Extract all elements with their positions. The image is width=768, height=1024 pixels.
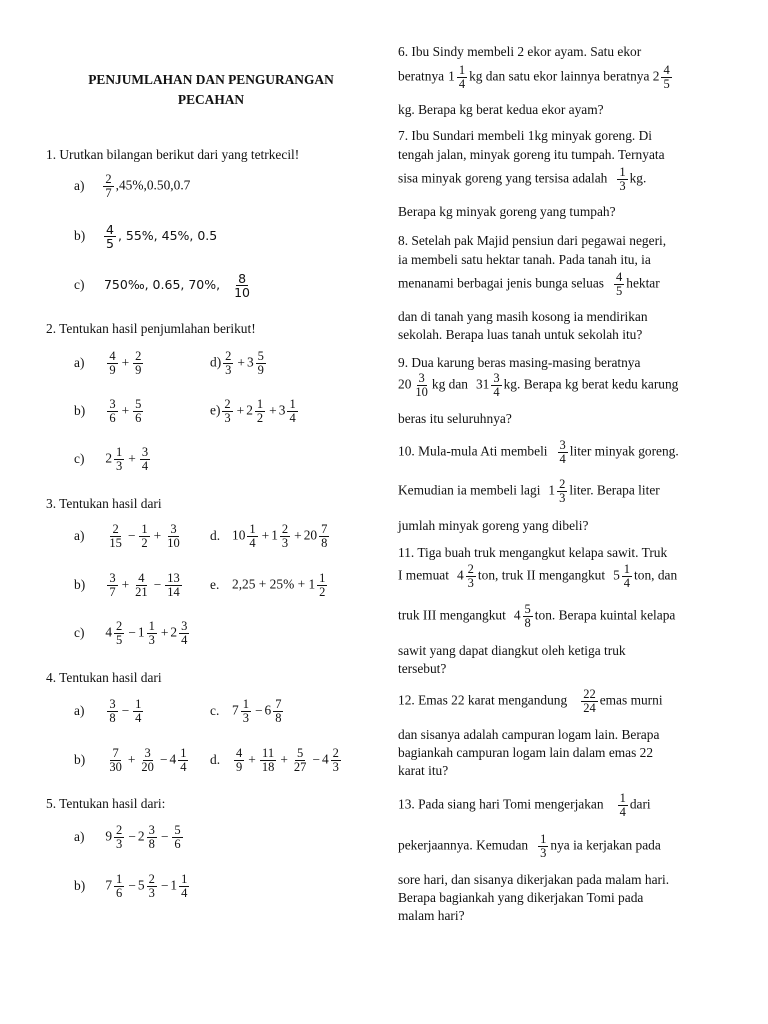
fraction xyxy=(133,572,150,599)
item-label: c) xyxy=(74,624,85,640)
item-label: c) xyxy=(74,450,85,466)
fraction xyxy=(331,747,341,774)
fraction xyxy=(317,572,327,599)
fraction xyxy=(661,64,671,91)
numerator: 7 xyxy=(321,522,328,536)
fraction xyxy=(133,350,143,377)
fraction xyxy=(614,271,624,298)
numerator: 1 xyxy=(458,63,466,77)
page-title-line2: PECAHAN xyxy=(177,92,245,107)
fraction xyxy=(107,572,117,599)
denominator: 8 xyxy=(275,711,282,726)
denominator: 3 xyxy=(559,491,566,506)
q2-item-c: c) 2 $\frac{1}{3}$ + $\frac{3}{4}$ xyxy=(74,445,149,474)
denominator: 7 xyxy=(105,186,112,201)
fraction xyxy=(140,446,150,473)
text: Kemudian ia membeli lagi xyxy=(398,482,541,498)
denominator: 9 xyxy=(236,760,243,775)
fraction xyxy=(222,398,232,425)
denominator: 8 xyxy=(148,837,155,852)
numerator: 2 xyxy=(332,746,339,760)
q3-item-a: a) $\frac{2}{15}$ − $\frac{1}{2}$ + $\frac{3}{10}$ xyxy=(74,522,180,551)
q10-line3: jumlah minyak goreng yang dibeli? xyxy=(398,518,589,533)
q1-c-values: 750‰, 0.65, 70%, xyxy=(103,277,221,293)
q8-line5: sekolah. Berapa luas tanah untuk sekolah itu? xyxy=(398,327,643,342)
denominator: 3 xyxy=(116,459,123,474)
fraction xyxy=(133,398,143,425)
numerator: 3 xyxy=(109,397,116,411)
q1-item-a xyxy=(74,173,190,200)
text: kg. Berapa kg berat kedu karung xyxy=(503,376,679,392)
q5-item-b: b) 7 $\frac{1}{6}$ − 5 $\frac{2}{3}$ − 1 $\frac{1}{4}$ xyxy=(74,872,188,901)
denominator: 4 xyxy=(181,886,188,901)
numerator: 3 xyxy=(109,571,116,585)
q13-line1 xyxy=(398,792,651,819)
fraction xyxy=(581,688,598,715)
fraction xyxy=(260,747,277,774)
denominator: 6 xyxy=(135,411,142,426)
numerator: 5 xyxy=(174,823,181,837)
text: nya ia kerjakan pada xyxy=(550,837,661,853)
fraction xyxy=(172,824,182,851)
q2-item-d: d) $\frac{2}{3}$ + 3 $\frac{5}{9}$ xyxy=(210,349,264,378)
q1-item-b xyxy=(74,223,217,250)
denominator: 5 xyxy=(616,284,623,299)
numerator: 2 xyxy=(148,872,155,886)
numerator: 7 xyxy=(112,746,119,760)
denominator: 2 xyxy=(319,585,326,600)
numerator: 2 xyxy=(281,522,289,536)
text: ton, dan xyxy=(634,567,678,583)
denominator: 2 xyxy=(141,536,148,551)
denominator: 24 xyxy=(583,701,596,716)
denominator: 3 xyxy=(148,886,155,901)
fraction xyxy=(107,747,124,774)
q8-line2: ia membeli satu hektar tanah. Pada tanah itu, ia xyxy=(398,252,651,267)
fraction xyxy=(273,698,283,725)
fraction xyxy=(147,824,157,851)
right-column xyxy=(398,0,738,1024)
q12-line1 xyxy=(398,688,663,715)
q9-line2: 20 $\frac{3}{10}$ kg dan 31 $\frac{3}{4}$ kg. Berapa kg berat kedu karung xyxy=(398,371,679,400)
denominator: 4 xyxy=(559,452,566,467)
q11-line4: sawit yang dapat diangkut oleh ketiga truk xyxy=(398,643,626,658)
numerator: 5 xyxy=(297,746,304,760)
fraction xyxy=(223,350,233,377)
numerator: 3 xyxy=(559,438,566,452)
numerator: 5 xyxy=(524,602,531,616)
fraction xyxy=(241,698,251,725)
fraction xyxy=(413,372,430,399)
numerator: 5 xyxy=(135,397,142,411)
numerator: 1 xyxy=(116,872,123,886)
numerator: 11 xyxy=(262,746,275,760)
fraction xyxy=(618,792,628,819)
denominator: 4 xyxy=(181,633,188,648)
numerator: 1 xyxy=(319,571,326,585)
fraction xyxy=(147,620,157,647)
numerator: 2 xyxy=(224,397,231,411)
item-label: a) xyxy=(74,828,85,844)
denominator: 3 xyxy=(116,837,123,852)
q3-item-b: b) $\frac{3}{7}$ + $\frac{4}{21}$ − $\frac{13}{14}$ xyxy=(74,571,180,600)
fraction xyxy=(114,446,124,473)
fraction xyxy=(247,523,257,550)
denominator: 4 xyxy=(623,576,631,591)
q4-item-a: a) $\frac{3}{8}$ − $\frac{1}{4}$ xyxy=(74,697,142,726)
left-column xyxy=(46,0,386,1024)
text: hektar xyxy=(626,275,660,291)
denominator: 5 xyxy=(663,77,670,92)
denominator: 8 xyxy=(321,536,328,551)
numerator: 1 xyxy=(289,397,296,411)
q2-item-e: e) $\frac{2}{3}$ + 2 $\frac{1}{2}$ + 3 $\frac{1}{4}$ xyxy=(210,397,296,426)
q12-line4: karat itu? xyxy=(398,763,449,778)
numerator: 2 xyxy=(116,823,123,837)
numerator: 1 xyxy=(619,165,626,179)
fraction xyxy=(234,747,244,774)
q7-line3 xyxy=(398,166,646,193)
text: beratnya xyxy=(398,68,445,84)
numerator: 1 xyxy=(180,746,187,760)
numerator: 4 xyxy=(138,571,145,585)
item-label: d. xyxy=(210,527,221,543)
fraction xyxy=(292,747,309,774)
denominator: 8 xyxy=(524,616,531,631)
numerator: 1 xyxy=(141,522,148,536)
fraction xyxy=(617,166,627,193)
numerator: 3 xyxy=(418,371,425,385)
q12-line2: dan sisanya adalah campuran logam lain. Berapa xyxy=(398,727,660,742)
fraction xyxy=(280,523,290,550)
q3-item-e xyxy=(210,572,329,599)
denominator: 15 xyxy=(109,536,122,551)
numerator: 1 xyxy=(619,791,626,805)
fraction xyxy=(255,398,265,425)
item-label: d) xyxy=(210,354,222,370)
q7-line2: tengah jalan, minyak goreng itu tumpah. Ternyata xyxy=(398,147,665,162)
q11-line2: I memuat 4 $\frac{2}{3}$ ton, truk II mengangkut 5 $\frac{1}{4}$ ton, dan xyxy=(398,562,678,591)
q6-line1: 6. Ibu Sindy membeli 2 ekor ayam. Satu ekor xyxy=(398,44,642,59)
text: I memuat xyxy=(398,567,449,583)
denominator: 4 xyxy=(289,411,296,426)
denominator: 5 xyxy=(116,633,123,648)
numerator: 3 xyxy=(109,697,116,711)
q8-line4: dan di tanah yang masih kosong ia mendirikan xyxy=(398,309,648,324)
text: emas murni xyxy=(599,692,663,708)
q6-line3: kg. Berapa kg berat kedua ekor ayam? xyxy=(398,102,604,117)
fraction xyxy=(179,620,189,647)
q8-line1: 8. Setelah pak Majid pensiun dari pegawai negeri, xyxy=(398,233,667,248)
item-label: a) xyxy=(74,354,85,370)
q2-item-b: b) $\frac{3}{6}$ + $\frac{5}{6}$ xyxy=(74,397,142,426)
denominator: 4 xyxy=(493,385,500,400)
numerator: 3 xyxy=(181,619,188,633)
numerator: 2 xyxy=(225,349,232,363)
numerator: 1 xyxy=(135,697,142,711)
numerator: 1 xyxy=(623,562,631,576)
denominator: 10 xyxy=(415,385,428,400)
denominator: 9 xyxy=(135,363,142,378)
item-label: b) xyxy=(74,402,86,418)
fraction xyxy=(538,833,548,860)
denominator: 9 xyxy=(257,363,264,378)
denominator: 9 xyxy=(109,363,116,378)
text: ton, truk II mengangkut xyxy=(477,567,606,583)
denominator: 4 xyxy=(249,536,256,551)
fraction xyxy=(165,523,182,550)
denominator: 5 xyxy=(105,236,114,252)
denominator: 6 xyxy=(174,837,181,852)
numerator: 1 xyxy=(116,445,123,459)
item-label: e) xyxy=(210,402,221,418)
numerator: 4 xyxy=(236,746,243,760)
text: pekerjaannya. Kemudan xyxy=(398,837,529,853)
numerator: 13 xyxy=(167,571,180,585)
fraction xyxy=(114,824,124,851)
fraction xyxy=(319,523,329,550)
denominator: 6 xyxy=(109,411,116,426)
numerator: 8 xyxy=(238,271,247,286)
fraction xyxy=(557,478,567,505)
q12-line3: bagiankah campuran logam lain dalam emas 22 xyxy=(398,745,654,760)
denominator: 7 xyxy=(109,585,116,600)
q7-line4: Berapa kg minyak goreng yang tumpah? xyxy=(398,204,616,219)
denominator: 30 xyxy=(109,760,122,775)
q7-line1: 7. Ibu Sundari membeli 1kg minyak goreng. Di xyxy=(398,128,653,143)
item-label: e. xyxy=(210,576,220,592)
denominator: 20 xyxy=(141,760,154,775)
numerator: 1 xyxy=(148,619,155,633)
denominator: 3 xyxy=(242,711,249,726)
question-5-prompt: 5. Tentukan hasil dari: xyxy=(46,796,166,811)
item-label: b) xyxy=(74,751,86,767)
denominator: 10 xyxy=(234,285,250,301)
question-1-prompt: 1. Urutkan bilangan berikut dari yang tetrkecil! xyxy=(46,147,300,162)
fraction xyxy=(256,350,266,377)
q3-e-expression: 2,25 + 25% + 1 xyxy=(232,576,316,592)
fraction xyxy=(491,372,501,399)
q1-a-values: ,45%,0.50,0.7 xyxy=(115,177,191,193)
fraction xyxy=(114,620,124,647)
fraction xyxy=(457,64,467,91)
text: menanami berbagai jenis bunga seluas xyxy=(398,275,604,291)
text: liter. Berapa liter xyxy=(569,482,660,498)
fraction xyxy=(287,398,297,425)
text: kg. xyxy=(629,170,647,186)
q5-item-a: a) 9 $\frac{2}{3}$ − 2 $\frac{3}{8}$ − $\frac{5}{6}$ xyxy=(74,823,181,852)
numerator: 2 xyxy=(116,619,123,633)
denominator: 4 xyxy=(141,459,149,474)
fraction xyxy=(107,350,117,377)
fraction xyxy=(232,272,252,299)
numerator: 1 xyxy=(249,522,256,536)
denominator: 4 xyxy=(135,711,142,726)
text: 10. Mula-mula Ati membeli xyxy=(398,443,548,459)
text: kg dan satu ekor lainnya beratnya xyxy=(469,68,650,84)
denominator: 10 xyxy=(167,536,180,551)
numerator: 3 xyxy=(170,522,177,536)
numerator: 2 xyxy=(559,477,566,491)
numerator: 4 xyxy=(663,63,670,77)
fraction xyxy=(622,563,632,590)
item-label: a) xyxy=(74,702,85,718)
denominator: 4 xyxy=(180,760,187,775)
numerator: 4 xyxy=(105,222,114,237)
item-label: a) xyxy=(74,527,85,543)
q4-item-d: d. $\frac{4}{9}$ + $\frac{11}{18}$ + $\frac{5}{27}$ − 4 $\frac{2}{3}$ xyxy=(210,746,339,775)
fraction xyxy=(147,873,157,900)
denominator: 21 xyxy=(135,585,148,600)
item-label: b) xyxy=(74,576,86,592)
denominator: 4 xyxy=(458,77,466,92)
fraction xyxy=(139,747,156,774)
denominator: 3 xyxy=(540,846,547,861)
q8-line3 xyxy=(398,271,660,298)
numerator: 22 xyxy=(583,687,596,701)
denominator: 3 xyxy=(467,576,474,591)
question-4-prompt: 4. Tentukan hasil dari xyxy=(46,670,162,685)
q9-line1: 9. Dua karung beras masing-masing beratnya xyxy=(398,355,641,370)
item-label: c. xyxy=(210,702,220,718)
item-label: a) xyxy=(74,177,85,193)
q3-item-c: c) 4 $\frac{2}{5}$ − 1 $\frac{1}{3}$ + 2 $\frac{3}{4}$ xyxy=(74,619,188,648)
q1-item-c xyxy=(74,272,254,299)
text: 13. Pada siang hari Tomi mengerjakan xyxy=(398,796,604,812)
fraction xyxy=(104,223,116,250)
q6-line2: beratnya 1 $\frac{1}{4}$ kg dan satu ekor lainnya beratnya 2 $\frac{4}{5}$ xyxy=(398,63,670,92)
numerator: 3 xyxy=(148,823,155,837)
text: 12. Emas 22 karat mengandung xyxy=(398,692,568,708)
item-label: c) xyxy=(74,277,85,293)
item-label: b) xyxy=(74,228,86,244)
q11-line3: truk III mengangkut 4 $\frac{5}{8}$ ton. Berapa kuintal kelapa xyxy=(398,602,676,631)
denominator: 2 xyxy=(256,411,264,426)
item-label: d. xyxy=(210,751,221,767)
numerator: 4 xyxy=(109,349,116,363)
fraction xyxy=(107,523,124,550)
q13-line3: sore hari, dan sisanya dikerjakan pada malam hari. xyxy=(398,872,670,887)
numerator: 4 xyxy=(616,270,623,284)
item-label: b) xyxy=(74,877,86,893)
numerator: 2 xyxy=(112,522,119,536)
text: dari xyxy=(629,796,651,812)
q11-line1: 11. Tiga buah truk mengangkut kelapa sawit. Truk xyxy=(398,545,668,560)
text: liter minyak goreng. xyxy=(569,443,679,459)
denominator: 3 xyxy=(619,179,626,194)
denominator: 3 xyxy=(332,760,339,775)
denominator: 14 xyxy=(167,585,180,600)
fraction xyxy=(179,873,189,900)
text: truk III mengangkut xyxy=(398,607,506,623)
numerator: 1 xyxy=(181,872,188,886)
denominator: 18 xyxy=(261,760,275,775)
fraction xyxy=(103,173,113,200)
numerator: 3 xyxy=(141,445,149,459)
q11-line5: tersebut? xyxy=(398,661,447,676)
text: sisa minyak goreng yang tersisa adalah xyxy=(398,170,608,186)
fraction xyxy=(114,873,124,900)
fraction xyxy=(178,747,188,774)
q10-line2: Kemudian ia membeli lagi 1 $\frac{2}{3}$ liter. Berapa liter xyxy=(398,477,660,506)
q1-b-values: , 55%, 45%, 0.5 xyxy=(117,228,218,244)
question-3-prompt: 3. Tentukan hasil dari xyxy=(46,496,162,511)
fraction xyxy=(133,698,143,725)
q13-line2 xyxy=(398,833,661,860)
denominator: 27 xyxy=(293,760,307,775)
q13-line5: malam hari? xyxy=(398,908,465,923)
fraction xyxy=(523,603,533,630)
q4-item-b: b) $\frac{7}{30}$ + $\frac{3}{20}$ − 4 $\frac{1}{4}$ xyxy=(74,746,187,775)
question-2-prompt: 2. Tentukan hasil penjumlahan berikut! xyxy=(46,321,256,336)
fraction xyxy=(466,563,476,590)
text: kg dan xyxy=(431,376,468,392)
q3-item-d: d. 10 $\frac{1}{4}$ + 1 $\frac{2}{3}$ + 20 $\frac{7}{8}$ xyxy=(210,522,328,551)
q13-line4: Berapa bagiankah yang dikerjakan Tomi pada xyxy=(398,890,644,905)
numerator: 1 xyxy=(540,832,547,846)
denominator: 6 xyxy=(116,886,123,901)
fraction xyxy=(107,698,117,725)
denominator: 3 xyxy=(148,633,155,648)
fraction xyxy=(558,439,568,466)
denominator: 4 xyxy=(619,805,626,820)
numerator: 3 xyxy=(493,371,500,385)
numerator: 5 xyxy=(257,349,264,363)
denominator: 8 xyxy=(109,711,116,726)
numerator: 1 xyxy=(256,397,264,411)
numerator: 7 xyxy=(275,697,282,711)
numerator: 2 xyxy=(105,172,112,186)
numerator: 1 xyxy=(242,697,249,711)
numerator: 2 xyxy=(135,349,142,363)
fraction xyxy=(165,572,182,599)
denominator: 3 xyxy=(224,411,231,426)
q10-line1 xyxy=(398,439,679,466)
denominator: 3 xyxy=(225,363,232,378)
fraction xyxy=(139,523,149,550)
q2-item-a: a) $\frac{4}{9}$ + $\frac{2}{9}$ xyxy=(74,349,142,378)
denominator: 3 xyxy=(281,536,289,551)
numerator: 2 xyxy=(467,562,474,576)
page-title-line1: PENJUMLAHAN DAN PENGURANGAN xyxy=(88,72,334,87)
numerator: 3 xyxy=(144,746,151,760)
q4-item-c: c. 7 $\frac{1}{3}$ − 6 $\frac{7}{8}$ xyxy=(210,697,282,726)
fraction xyxy=(107,398,117,425)
q9-line3: beras itu seluruhnya? xyxy=(398,411,512,426)
text: ton. Berapa kuintal kelapa xyxy=(534,607,676,623)
